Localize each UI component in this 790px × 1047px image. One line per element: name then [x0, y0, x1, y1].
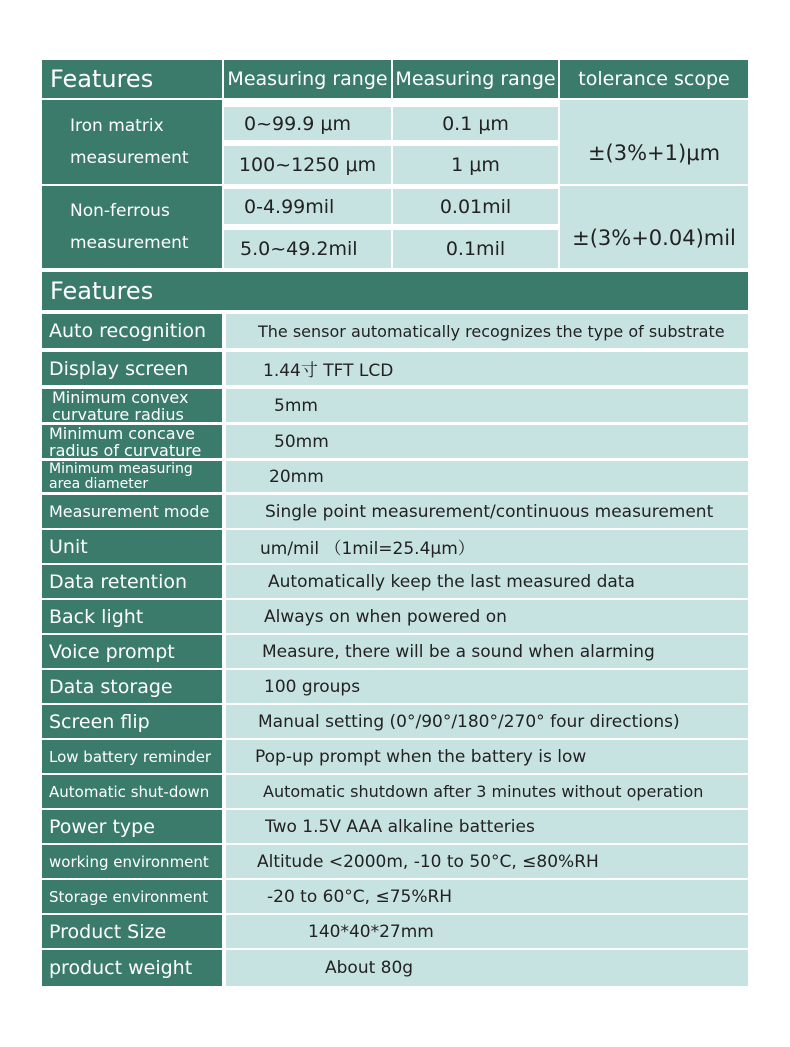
feature-label-storage-environment: Storage environment [42, 880, 222, 913]
non-ferrous-resolution-1: 0.01mil [393, 189, 558, 224]
feature-value-data-storage: 100 groups [226, 670, 748, 703]
feature-value-min-convex-radius: 5mm [226, 389, 748, 422]
non-ferrous-resolution-2: 0.1mil [393, 230, 558, 268]
feature-label-min-measuring-line-1: Minimum measuring [49, 461, 193, 477]
feature-label-min-measuring-line-2: area diameter [49, 475, 149, 492]
iron-range-2: 100~1250 μm [224, 146, 391, 184]
feature-label-screen-flip: Screen flip [42, 705, 222, 738]
feature-label-min-concave-line-2: radius of curvature [49, 440, 202, 458]
feature-label-working-environment: working environment [42, 845, 222, 878]
iron-range-1: 0~99.9 μm [224, 107, 391, 140]
feature-label-display-screen: Display screen [42, 352, 222, 385]
feature-label-product-weight: product weight [42, 950, 222, 986]
non-ferrous-label [42, 186, 222, 268]
feature-value-storage-environment: -20 to 60°C, ≤75%RH [226, 880, 748, 913]
iron-resolution-1: 0.1 μm [393, 107, 558, 140]
iron-matrix-label-line-2: measurement [70, 148, 189, 168]
iron-matrix-label-line-1: Iron matrix [70, 116, 164, 136]
feature-label-data-storage: Data storage [42, 670, 222, 703]
feature-label-measurement-mode: Measurement mode [42, 495, 222, 528]
non-ferrous-range-2: 5.0~49.2mil [224, 230, 391, 268]
feature-value-product-size: 140*40*27mm [226, 915, 748, 948]
iron-matrix-label [42, 100, 222, 184]
non-ferrous-range-1: 0-4.99mil [224, 189, 391, 224]
feature-label-unit: Unit [42, 530, 222, 563]
feature-value-automatic-shutdown: Automatic shutdown after 3 minutes without operation [226, 775, 748, 808]
non-ferrous-tolerance: ±(3%+0.04)mil [560, 186, 748, 268]
feature-value-min-concave-radius: 50mm [226, 425, 748, 458]
header-tolerance-scope: tolerance scope [560, 60, 748, 98]
feature-value-screen-flip: Manual setting (0°/90°/180°/270° four directions) [226, 705, 748, 738]
feature-label-automatic-shutdown: Automatic shut-down [42, 775, 222, 808]
feature-value-auto-recognition: The sensor automatically recognizes the type of substrate [226, 314, 748, 348]
feature-label-low-battery-reminder: Low battery reminder [42, 740, 222, 773]
non-ferrous-label-line-1: Non-ferrous [70, 201, 170, 221]
feature-value-working-environment: Altitude <2000m, -10 to 50°C, ≤80%RH [226, 845, 748, 878]
non-ferrous-label-line-2: measurement [70, 233, 189, 253]
feature-value-display-screen: 1.44寸 TFT LCD [226, 352, 748, 385]
header-measuring-range-2: Measuring range [393, 60, 558, 98]
feature-value-data-retention: Automatically keep the last measured data [226, 565, 748, 598]
feature-label-data-retention: Data retention [42, 565, 222, 598]
feature-value-low-battery-reminder: Pop-up prompt when the battery is low [226, 740, 748, 773]
feature-value-voice-prompt: Measure, there will be a sound when alarming [226, 635, 748, 668]
feature-label-min-convex-line-2: curvature radius [52, 404, 184, 422]
feature-value-measurement-mode: Single point measurement/continuous measurement [226, 495, 748, 528]
feature-value-unit: um/mil （1mil=25.4μm） [226, 530, 748, 563]
feature-label-min-convex-radius [42, 389, 222, 422]
feature-value-back-light: Always on when powered on [226, 600, 748, 633]
feature-label-power-type: Power type [42, 810, 222, 843]
feature-label-min-convex-line-1: Minimum convex [52, 389, 189, 407]
feature-value-power-type: Two 1.5V AAA alkaline batteries [226, 810, 748, 843]
feature-label-back-light: Back light [42, 600, 222, 633]
feature-label-min-concave-line-1: Minimum concave [49, 425, 195, 443]
feature-label-auto-recognition: Auto recognition [42, 314, 222, 348]
iron-tolerance: ±(3%+1)μm [560, 100, 748, 184]
feature-label-min-concave-radius [42, 425, 222, 458]
features-title: Features [42, 272, 748, 310]
header-features: Features [42, 60, 222, 98]
iron-resolution-2: 1 μm [393, 146, 558, 184]
feature-label-product-size: Product Size [42, 915, 222, 948]
feature-value-min-measuring-area: 20mm [226, 461, 748, 492]
header-measuring-range-1: Measuring range [224, 60, 391, 98]
feature-value-product-weight: About 80g [226, 950, 748, 986]
feature-label-voice-prompt: Voice prompt [42, 635, 222, 668]
feature-label-min-measuring-area [42, 461, 222, 492]
